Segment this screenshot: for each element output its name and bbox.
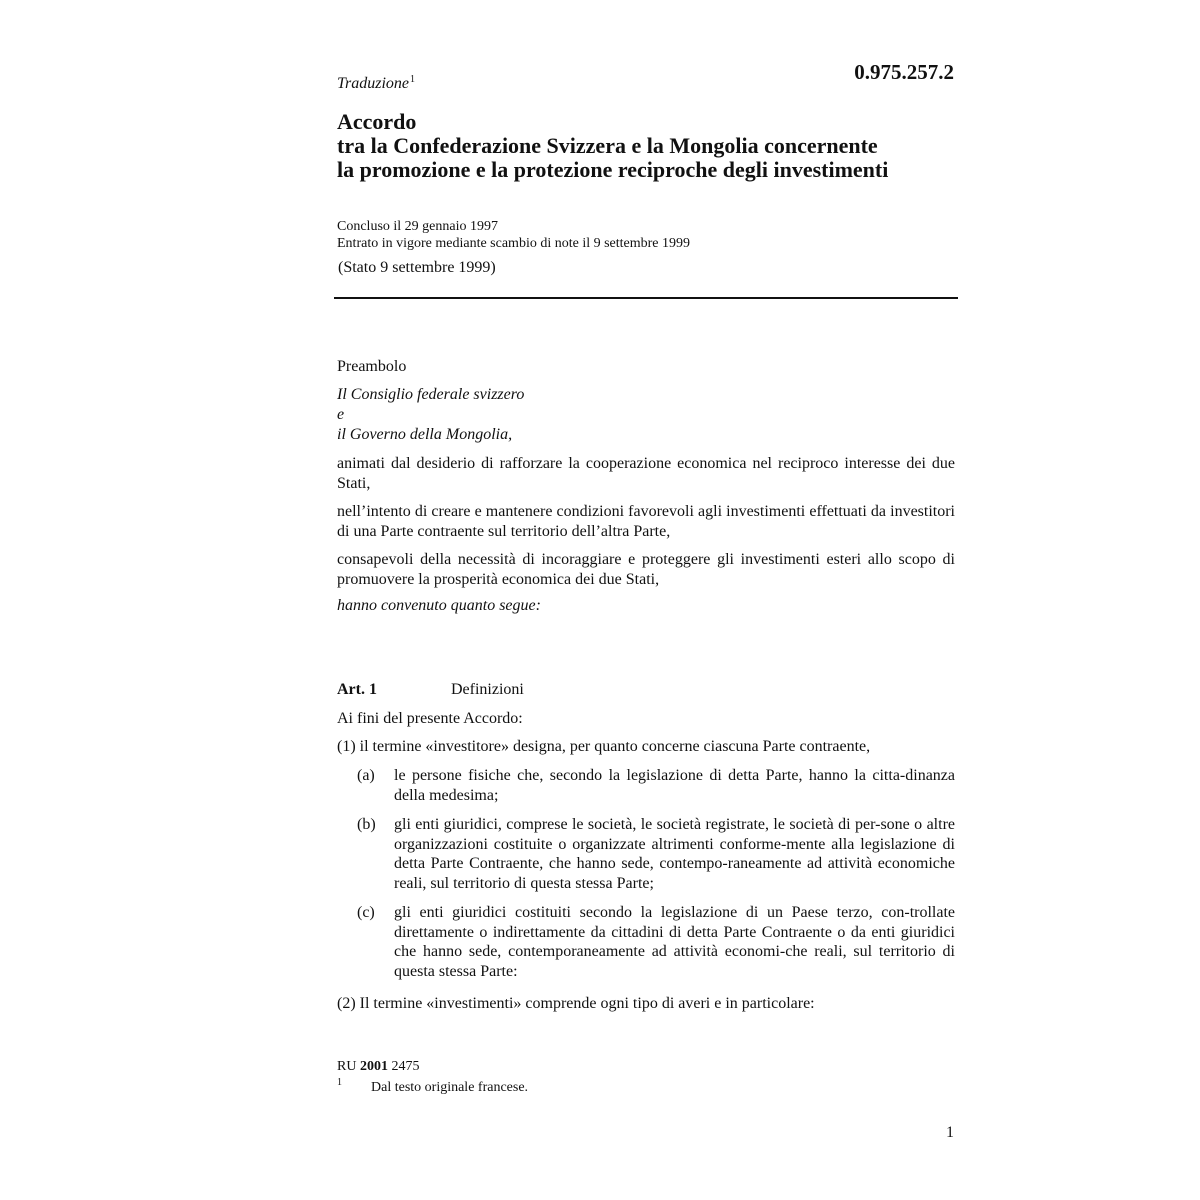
title-line-2: tra la Confederazione Svizzera e la Mongolia concernente bbox=[337, 133, 878, 158]
sub-item-label: (a) bbox=[357, 767, 375, 784]
sub-item-text: gli enti giuridici costituiti secondo la legislazione di un Paese terzo, con-trollate direttamente o indirettamente da cittadini di detta Parte Contraente o da enti giuridici che hanno sede, contemporaneamente ad attività economi-che reali, sul territorio di questa stessa Parte: bbox=[394, 904, 955, 980]
preamble-heading: Preambolo bbox=[337, 358, 407, 375]
status-date: (Stato 9 settembre 1999) bbox=[338, 259, 496, 276]
sub-item-text: le persone fisiche che, secondo la legislazione di detta Parte, hanno la citta-dinanza della medesima; bbox=[394, 767, 955, 804]
party-2: il Governo della Mongolia, bbox=[337, 426, 513, 443]
concluded-date: Concluso il 29 gennaio 1997 bbox=[337, 219, 498, 234]
sub-item-text: gli enti giuridici, comprese le società, le società registrate, le società di per-sone o altre organizzazioni costituite o organizzate altrimenti conforme-mente alla legislazione di detta Parte Contraente, che hanno sede, contempo-raneamente ad attività economiche reali, sul territorio di questa stessa Parte; bbox=[394, 816, 955, 892]
definition-item-1: (1) il termine «investitore» designa, per quanto concerne ciascuna Parte contraente, bbox=[337, 738, 871, 755]
sub-item-a bbox=[357, 766, 955, 805]
article-title: Definizioni bbox=[451, 681, 524, 698]
preamble-para-2: nell’intento di creare e mantenere condizioni favorevoli agli investimenti effettuati da investitori di una Parte contraente sul territorio dell’altra Parte, bbox=[337, 503, 955, 540]
preamble-para-1: animati dal desiderio di rafforzare la cooperazione economica nel reciproco interesse dei due Stati, bbox=[337, 455, 955, 492]
document-title bbox=[337, 110, 977, 182]
sub-item-label: (b) bbox=[357, 816, 376, 833]
conclusion-info bbox=[337, 219, 690, 252]
translation-label bbox=[337, 74, 415, 93]
footnote-ref[interactable]: 1 bbox=[410, 74, 416, 85]
sr-number: 0.975.257.2 bbox=[854, 60, 954, 84]
ru-page: 2475 bbox=[391, 1059, 420, 1074]
entry-into-force: Entrato in vigore mediante scambio di note il 9 settembre 1999 bbox=[337, 235, 691, 251]
footnote-text: Dal testo originale francese. bbox=[371, 1080, 529, 1095]
title-line-3: la promozione e la protezione reciproche degli investimenti bbox=[337, 157, 889, 182]
translation-text: Traduzione bbox=[337, 75, 410, 92]
title-line-1: Accordo bbox=[337, 109, 417, 134]
sub-item-label: (c) bbox=[357, 904, 375, 921]
footnote-number: 1 bbox=[337, 1077, 342, 1088]
preamble-para-3: consapevoli della necessità di incoraggiare e proteggere gli investimenti esteri allo scopo di promuovere la prosperità economica dei due Stati, bbox=[337, 551, 955, 588]
ru-prefix: RU bbox=[337, 1059, 357, 1074]
article-number: Art. 1 bbox=[337, 681, 377, 698]
page-number: 1 bbox=[946, 1124, 954, 1141]
footnote bbox=[337, 1077, 529, 1096]
article-intro: Ai fini del presente Accordo: bbox=[337, 710, 523, 727]
preamble-closing: hanno convenuto quanto segue: bbox=[337, 597, 541, 614]
party-conjunction: e bbox=[337, 406, 345, 423]
ru-reference bbox=[337, 1059, 419, 1075]
sub-item-b bbox=[357, 815, 955, 893]
ru-year: 2001 bbox=[359, 1059, 388, 1074]
party-1: Il Consiglio federale svizzero bbox=[337, 386, 525, 403]
definition-item-2: (2) Il termine «investimenti» comprende ogni tipo di averi e in particolare: bbox=[337, 995, 815, 1012]
article-1-heading bbox=[337, 681, 524, 699]
header-divider bbox=[334, 297, 958, 299]
sub-item-c bbox=[357, 903, 955, 981]
